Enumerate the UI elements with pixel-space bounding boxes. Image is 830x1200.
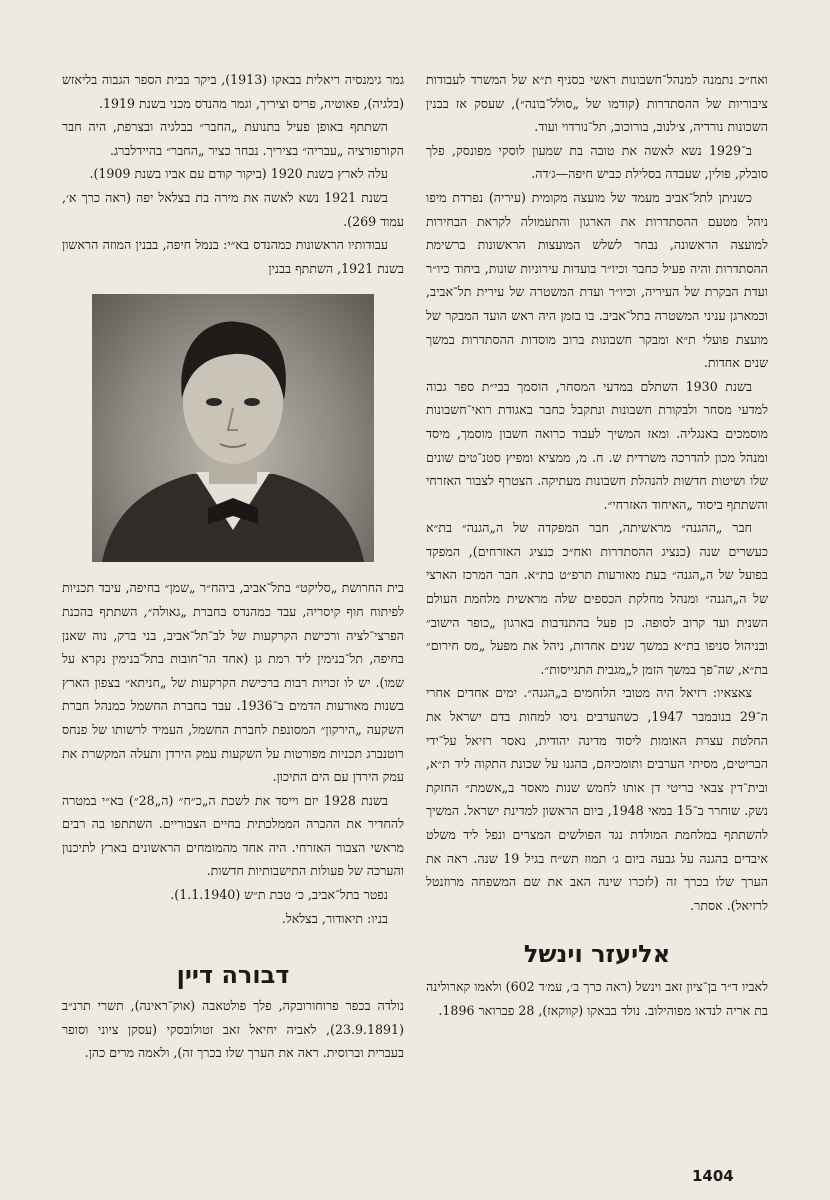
portrait-photo (92, 294, 374, 562)
paragraph: עבודותיו הראשונות כמהנדס בא״י: בנמל חיפה, בבנין המוזה הראשון בשנת 1921, השתתף בבנין (62, 237, 404, 276)
paragraph: בית החרושת „סליקט״ בתל־אביב, ביהח״ר „שמן״ בחיפה, עיבד תכניות לפיתוח חוף קיסריה, עבד כמהנדס בחברת „גאולה״, השתתף בהכנת הפרצי־לציה ורכישת הקרקעות של לב־תל־אביב, בני ברק, נוה שאנן בחיפה, תל־בנימין ליד רמת גן (אחד הר־חובות בתל־בנימין נקרא על שמו). יש לו זכויות רבות ברכישת הקרקעות של „חניתא״ בצפון הארץ בשנות מאורעות הדמים ב־1936. עבד בחברת החשמל כמנהל חברת השקעה „הירקון״ המסונפת לחברת החשמל, העמיד לרשותו של פנחס רוטנברג תכניות מפורטות על השקעות עמק הירדן ותעלה המקשרת את עמק הירדן עם הים התיכון. (62, 580, 404, 785)
paragraph: גמר גימנסיה ריאלית בבאקו (1913), ביקר בבית הספר הגבוה בליאזש (בלגיה), פאוטיה, פריס וציריך, וגמר מהנדס מכני בשנת 1919. (62, 72, 404, 111)
page-number: 1404 (692, 1167, 734, 1185)
paragraph: חבר „ההגנה״ מראשיתה, חבר המפקדה של ה„הגנה״ בת״א כעשרים שנה (כנציג ההסתדרות ואח״כ כנציג האזרחים), המפקד בפועל של ה„הגנה״ בעת מאורעות תרפ״ט בת״א. חבר המרכז הארצי של ה„הגנה״ ומנהל מחלקת הכספים שלה מראשית מלחמת העולם השנית ועד קרוב לסופה. כן פעל בהתנדבות בארגון „כופר הישוב״ ובניהול סניפו בת״א במשך שנים אחדות, ניהל את מפעל „מס חירום״ בת״א, שה־פך במשך הזמן ל„מגבית התגייסות״. (426, 520, 768, 677)
paragraph: בשנת 1930 השתלם במדעי המסחר, הוסמך בבי״ת ספר גבוה למדעי מסחר ולבקורת חשבונות ונתקבל כחבר באגודת רואי־חשבונות מוסמכים באנגליה. ומאז המשיך לעבוד כרואה חשבון מוסמך, מיסד ומנהל מכון להדרכה משרדית ש. ח. מ, ממציא ומפיץ סטנ־טים שונים שלו ושיטות חדשות להנהלת חשבונות מעתיקה. הצטרף לצבור האזרחי והשתתף ביסוד „האיחוד האזרחי״. (426, 378, 768, 512)
paragraph: בשנת 1928 יזם וייסד את לשכת ה„כ״ח״ (ה„28״) בא״י במטרה להחדיר את ההכרה הממלכתית בחיים הצבוריים. השתתפו בה רבים מראשי הצבור האזרחי. היה אחד מהמומחים הראשונים בארץ לתיכנון והערכה של פעולות התישבותיות חדשות. (62, 792, 404, 879)
paragraph: ב־1929 נשא לאשה את טובה בת שמעון לוסקי מפונסק, פלך סובלק, פולין, שעבדה בסלילת כביש חיפה—ג׳דה. (426, 142, 768, 182)
portrait-illustration (92, 294, 374, 562)
entry-heading: אליעזר וינשל (523, 940, 671, 969)
paragraph: צאצאיו: רזיאל היה מטובי הלוחמים ב„הגנה״. ימים אחדים אחרי ה־29 בנובמבר 1947, כשהערבים ניסו למחות בדם ישראל את החלטת עצרת האומות ליסוד מדינה יהודית, נאסר רזיאל על־ידי הבריטים, מסיתי הערבים ותומכיהם, בהגנו על שכונת התקוה ליד ת״א, ובית־דין צבאי בריטי דן אותו לחמש שנות מאסר ב„אשמת״ החזקת נשק. שוחרר ב־15 במאי 1948, ביום הראשון למדינת ישראל. המשיך להשתתף במלחמת המולדת נגד הפולשים המצרים ונפל ליד משלט איבדים בהגנה על גבעה ביום ג׳ תמוז תש״ח בגיל 19 שנה. ראה את הערך שלו בכרך זה (לזכרו שינה האב את שם המשפחה מרוזנטל לרזיאל). אסתר. (426, 685, 768, 913)
paragraph: כשניתן לתל־אביב מעמד של מועצה מקומית (עיריה) נפרדת מיפו ניהל מטעם ההסתדרות את הארגון והתעמולה לקראת הבחירות למועצה הראשונה, נבחר לשלש המועצות הראשונות ברשימת ההסתדרות והיה פעיל כחבר וכיו״ר בועדות עירוניות שונות, ביחוד כיו״ר ועדת הבקרת של העיריה, וכיו״ר ועדת המשטרה של עירית תל־אביב, וכמארגן עניני המשטרה בתל־אביב. בו בזמן היה ראש הועד המבקר של מועצת פועלי ת״א ומבקר חשבונות ברוב מוסדות ההסתדרות במשך שנים אחדות. (426, 189, 768, 371)
paragraph: נפטר בתל־אביב, כ׳ טבת ת״ש (1.1.1940). (170, 887, 388, 903)
paragraph: בשנת 1921 נשא לאשה את מירה בת בצלאל יפה (ראה כרך א׳, עמוד 269). (62, 189, 404, 229)
right-column (426, 68, 768, 1023)
paragraph: בניו: תיאודור, בצלאל. (281, 910, 388, 926)
left-column (62, 68, 404, 1065)
entry-heading: דבורה דיין (176, 961, 290, 990)
paragraph: עלה לארץ בשנת 1920 (ביקור קודם עם אביו בשנת 1909). (89, 166, 388, 182)
entry-bio: לאביו ד״ר בן־ציון זאב וינשל (ראה כרך ב׳, עמ׳ד 602) ולאמו קארולינה בת אריה לנדאו מפוהילוב. נולד בבאקו (קווקאז), 28 פברואר 1896. (426, 979, 768, 1018)
paragraph: ואח״כ נתמנה למנהל־חשבונות ראשי בסניף ת״א של המשרד לעבודות ציבוריות של ההסתדרות (קודמו של „סולל־בונה״), שעסק אז בבנין השכונות נורדיה, צ׳לנוב, בורוכוב, תל־נורדוי ועוד. (426, 72, 768, 135)
entry-bio: נולדה בכפר פרוחורובקה, פלך פולטאבה (אוק־ראינה), תשרי תרנ״ב (23.9.1891), לאביה יחיאל זאב זטולובסקי (עסקן ציוני וסופר בעברית וברוסית. ראה את הערך שלו בכרך זה), ולאמה מרים כהן. (62, 998, 404, 1061)
paragraph: השתתף באופן פעיל בתנועת „החבר״ בבלגיה ובצרפת, היה חבר הקורפורציה „עבריה״ בציריך. נבחר כציר „החבר״ בהיידלברג. (62, 119, 404, 158)
